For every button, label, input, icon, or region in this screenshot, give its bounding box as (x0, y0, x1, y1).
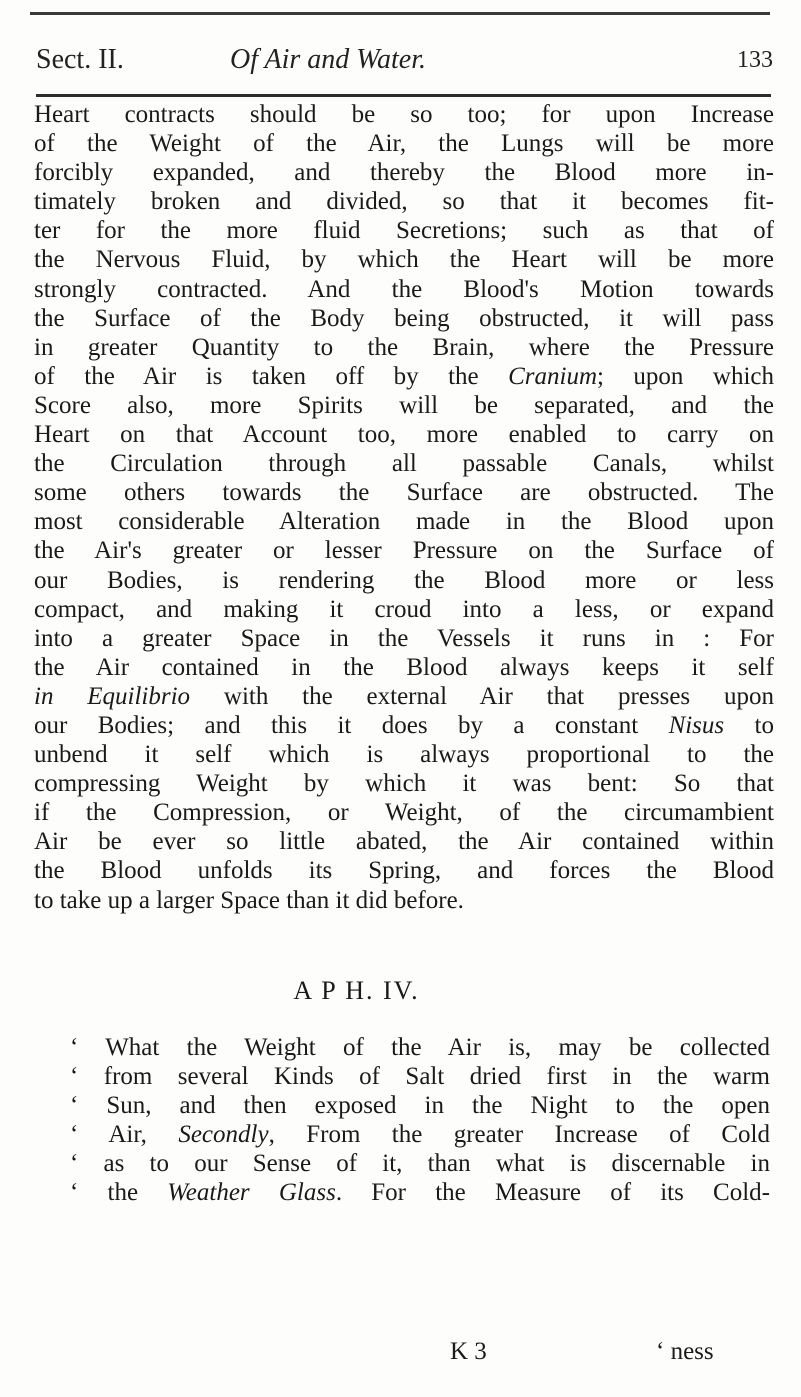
quote-line: ‘ What the Weight of the Air is, may be collected (70, 1034, 770, 1061)
text-line: of the Weight of the Air, the Lungs will be more (34, 130, 774, 158)
signature-mark: K 3 (450, 1338, 487, 1365)
text-line: the Air's greater or lesser Pressure on the Surface of (34, 537, 774, 565)
text-line: in greater Quantity to the Brain, where the Pressure (34, 333, 774, 361)
text-line: the Circulation through all passable Canals, whilst (34, 450, 774, 478)
text-line: timately broken and divided, so that it becomes fit- (34, 188, 774, 216)
text-line: into a greater Space in the Vessels it runs in : For (34, 624, 774, 652)
text-line: to take up a larger Space than it did before. (34, 886, 464, 914)
text-line: compact, and making it croud into a less, or expand (34, 595, 774, 623)
text-line: the Air contained in the Blood always keeps it self (34, 653, 774, 681)
quote-line: ‘ Sun, and then exposed in the Night to the open (70, 1092, 770, 1120)
text-line: unbend it self which is always proportional to the (34, 741, 774, 769)
aphorism-heading-text: A P H. IV. (293, 976, 420, 1005)
text-line: strongly contracted. And the Blood's Motion towards (34, 275, 774, 303)
text-line: Air be ever so little abated, the Air contained within (34, 828, 774, 856)
text-line: forcibly expanded, and thereby the Blood more in- (34, 159, 774, 187)
running-header (36, 42, 796, 78)
quote-line: ‘ the Weather Glass. For the Measure of its Cold- (70, 1179, 771, 1207)
running-title: Of Air and Water. (230, 44, 427, 75)
text-line: the Surface of the Body being obstructed, it will pass (34, 304, 774, 332)
main-paragraph (34, 100, 774, 915)
aphorism-heading (0, 976, 801, 1006)
text-line: in Equilibrio with the external Air that presses upon (34, 682, 774, 710)
quote-line: ‘ Air, Secondly, From the greater Increase of Cold (70, 1121, 771, 1149)
quote-line: ‘ as to our Sense of it, than what is discernable in (70, 1150, 770, 1178)
section-label: Sect. II. (36, 44, 124, 75)
page-number: 133 (737, 47, 773, 73)
text-line: the Blood unfolds its Spring, and forces the Blood (34, 857, 774, 885)
text-line: Heart on that Account too, more enabled to carry on (34, 421, 774, 449)
text-line: most considerable Alteration made in the Blood upon (34, 508, 774, 536)
quoted-passage (70, 1034, 770, 1209)
top-rule (30, 12, 770, 15)
catchword: ‘ ness (656, 1338, 714, 1365)
text-line: of the Air is taken off by the Cranium; upon which (34, 362, 774, 390)
text-line: the Nervous Fluid, by which the Heart will be more (34, 246, 774, 274)
page-footer (0, 1338, 801, 1372)
text-line: our Bodies; and this it does by a constant Nisus to (34, 711, 774, 739)
text-line: our Bodies, is rendering the Blood more or less (34, 566, 774, 594)
text-line: Heart contracts should be so too; for upon Increase (34, 101, 774, 128)
text-line: Score also, more Spirits will be separated, and the (34, 391, 774, 419)
text-line: compressing Weight by which it was bent: So that (34, 770, 774, 798)
header-rule (36, 94, 771, 97)
text-line: some others towards the Surface are obstructed. The (34, 479, 774, 507)
text-line: if the Compression, or Weight, of the circumambient (34, 799, 774, 827)
text-line: ter for the more fluid Secretions; such as that of (34, 217, 774, 245)
quote-line: ‘ from several Kinds of Salt dried first in the warm (70, 1063, 770, 1091)
